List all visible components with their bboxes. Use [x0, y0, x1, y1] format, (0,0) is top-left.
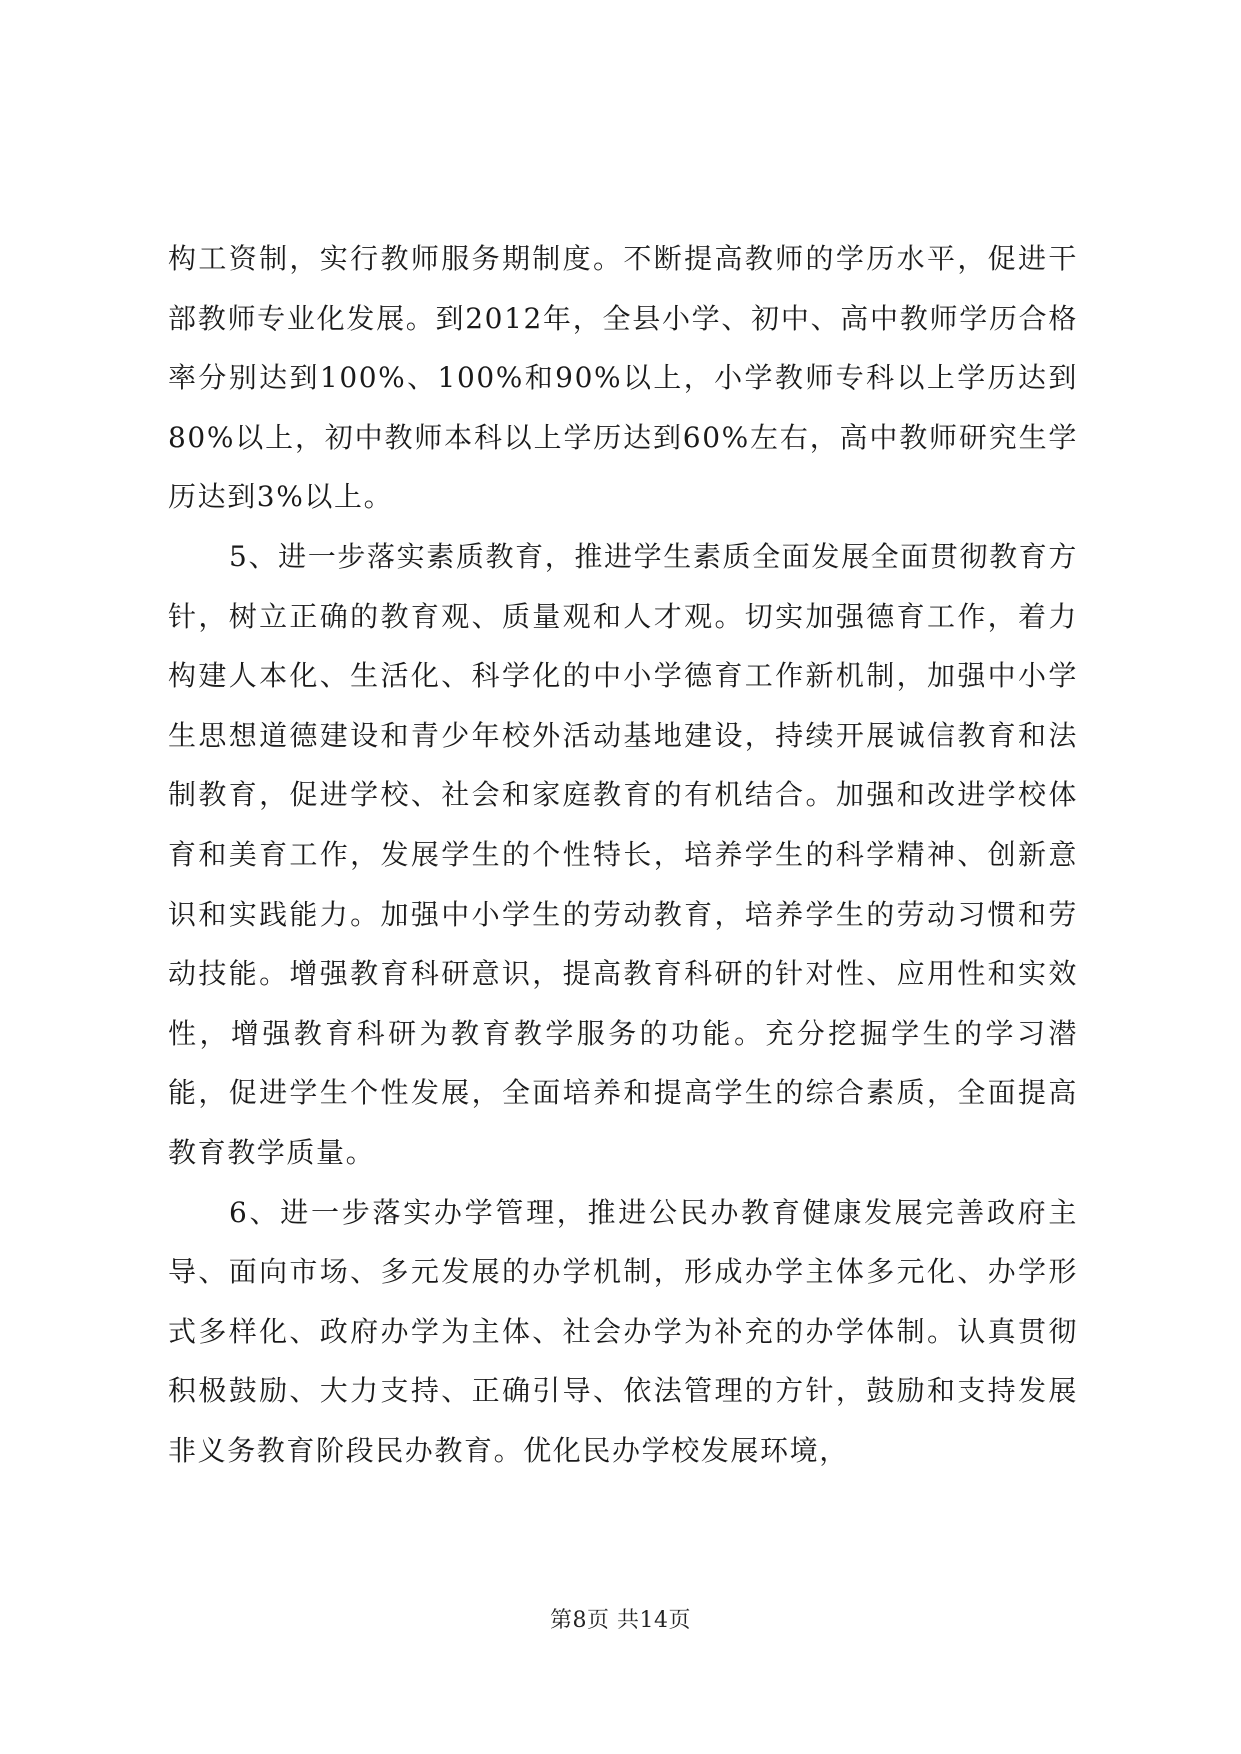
page-number-footer: 第8页 共14页	[550, 1608, 691, 1633]
paragraph-section-6: 6、进一步落实办学管理，推进公民办教育健康发展完善政府主导、面向市场、多元发展的办学机制，形成办学主体多元化、办学形式多样化、政府办学为主体、社会办学为补充的办学体制。认真贯彻积极鼓励、大力支持、正确引导、依法管理的方针，鼓励和支持发展非义务教育阶段民办教育。优化民办学校发展环境，	[168, 1195, 1078, 1467]
paragraph-continuation: 构工资制，实行教师服务期制度。不断提高教师的学历水平，促进干部教师专业化发展。到2012年，全县小学、初中、高中教师学历合格率分别达到100%、100%和90%以上，小学教师专科以上学历达到80%以上，初中教师本科以上学历达到60%左右，高中教师研究生学历达到3%以上。	[168, 242, 1078, 514]
body-text	[168, 229, 1078, 1480]
paragraph-section-5: 5、进一步落实素质教育，推进学生素质全面发展全面贯彻教育方针，树立正确的教育观、质量观和人才观。切实加强德育工作，着力构建人本化、生活化、科学化的中小学德育工作新机制，加强中小学生思想道德建设和青少年校外活动基地建设，持续开展诚信教育和法制教育，促进学校、社会和家庭教育的有机结合。加强和改进学校体育和美育工作，发展学生的个性特长，培养学生的科学精神、创新意识和实践能力。加强中小学生的劳动教育，培养学生的劳动习惯和劳动技能。增强教育科研意识，提高教育科研的针对性、应用性和实效性，增强教育科研为教育教学服务的功能。充分挖掘学生的学习潜能，促进学生个性发展，全面培养和提高学生的综合素质，全面提高教育教学质量。	[168, 539, 1078, 1169]
